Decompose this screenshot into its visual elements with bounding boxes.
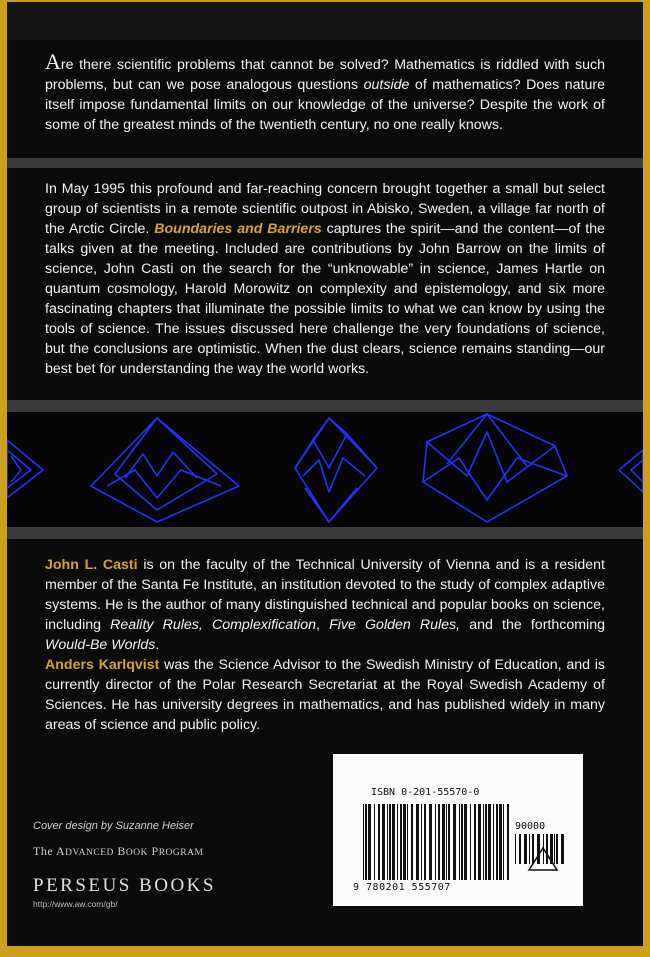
author-name-casti: John L. Casti [45, 557, 138, 573]
barcode-bar [411, 804, 413, 880]
intro-italic: outside [363, 77, 410, 93]
price-code: 90000 [515, 821, 546, 832]
bio-karlqvist [45, 655, 605, 735]
barcode-bar [503, 804, 504, 880]
barcode-bar [507, 804, 509, 880]
bio-casti-text: is on the faculty of the Technical University of Vienna and is a resident member of the Santa Fe Institute, an institution devoted to the study of complex adaptive systems. He is the author of many distinguished technical and popular books on science, including [45, 557, 605, 633]
barcode-bar [365, 804, 367, 880]
barcode-bar [488, 804, 491, 880]
barcode-bar [478, 804, 481, 880]
barcode-bar [392, 804, 395, 880]
wireframe-shape-0 [7, 440, 43, 498]
isbn-text: ISBN 0-201-55570-0 [371, 787, 480, 798]
intro-text-1: re there scientific problems that cannot be solved? Mathematics is riddled with such problems, but can we pose analogous questions [45, 57, 605, 93]
barcode-bar [421, 804, 422, 880]
author-name-karlqvist: Anders Karlqvist [45, 657, 160, 673]
barcode-bar [556, 834, 558, 864]
publisher-url: http://www.aw.com/gb/ [33, 899, 118, 909]
ean-digits: 9 780201 555707 [353, 882, 451, 893]
barcode-bar [438, 804, 440, 880]
summary-text-1: In May 1995 this profound and far-reaching concern brought together a small but select group of scientists in a remote scientific outpost in Abisko, Sweden, a village far north of the Arctic Circle. [45, 181, 605, 237]
barcode-bar [453, 804, 456, 880]
intro-text-2: of mathematics? Does nature itself impose fundamental limits on our knowledge of the universe? Despite the work of some of the greatest minds of the twentieth century, no one really knows. [45, 77, 605, 133]
book-reality-rules: Reality Rules, Complexification [110, 617, 317, 633]
barcode-bar [448, 804, 450, 880]
divider-1 [7, 158, 643, 168]
barcode-bar [546, 834, 548, 864]
summary-paragraph [45, 179, 605, 379]
barcode-bar [485, 804, 487, 880]
barcode-bar [459, 804, 460, 880]
barcode-bar [403, 804, 406, 880]
intro-paragraph [45, 49, 605, 135]
barcode-bar [474, 804, 476, 880]
barcode-bar [496, 804, 498, 880]
barcode-bar [499, 804, 502, 880]
barcode-bar [529, 834, 530, 864]
barcode-bar [378, 804, 380, 880]
barcode-bar [493, 804, 494, 880]
bio-casti: John L. Casti is on the faculty of the Technical University of Vienna and is a resident member of the Santa Fe Institute, an institution devoted to the study of complex adaptive systems. He is the author of many distinguished technical and popular books on science, including Reality Rules, Complexification, Five Golden Rules, and the forthcoming Would-Be Worlds. [45, 557, 605, 653]
barcode-bar [429, 804, 432, 880]
barcode-bar [464, 804, 467, 880]
barcode-bar [424, 804, 426, 880]
barcode-bar [470, 804, 471, 880]
bottom-gold-strip [0, 946, 650, 957]
barcode-bar [382, 804, 385, 880]
bio-karlqvist-text: was the Science Advisor to the Swedish Ministry of Education, and is currently director of the Polar Research Secretariat at the Royal Swedish Academy of Sciences. He has university degrees in mathematics, and has published widely in many areas of science and public policy. [45, 657, 605, 733]
divider-3 [7, 527, 643, 539]
barcode-bar [387, 804, 388, 880]
barcode-bar [368, 804, 371, 880]
intro-dropcap: A [45, 49, 61, 74]
barcode-bar [397, 804, 398, 880]
wireframe-shape-1 [91, 418, 239, 522]
barcode-bar [483, 804, 484, 880]
barcode-bar [537, 834, 540, 864]
barcode-bar [435, 804, 436, 880]
barcode-bar [515, 834, 516, 864]
book-five-golden-rules: Five Golden Rules, [329, 617, 461, 633]
cover-design-credit: Cover design by Suzanne Heiser [33, 820, 194, 832]
back-cover [7, 2, 643, 946]
barcode-bar [519, 834, 521, 864]
barcode-bar [561, 834, 564, 864]
barcode-bar [442, 804, 445, 880]
publisher-name: PERSEUS BOOKS [33, 875, 216, 896]
barcode-label [333, 754, 583, 906]
barcode-bar [461, 804, 463, 880]
barcode-bar [532, 834, 534, 864]
wireframe-shape-2 [295, 418, 377, 522]
barcode-bar [407, 804, 408, 880]
top-band [7, 2, 643, 40]
summary-text-2: captures the spirit—and the content—of the talks given at the meeting. Included are contributions by John Barrow on the limits of science, John Casti on the search for the “unknowable” in science, James Hartle on quantum cosmology, Harold Morowitz on complexity and epistemology, and six more fascinating chapters that illuminate the possible limits to what we can know by using the tools of science. The issues discussed here challenge the very foundations of science, but the conclusions are optimistic. When the dust clears, science remains standing—our best bet for understanding the way the world works. [45, 221, 605, 377]
wireframe-shapes-illustration [7, 412, 643, 527]
barcode-bar [446, 804, 447, 880]
credits [33, 820, 216, 909]
book-program: The ADVANCED BOOK PROGRAM [33, 844, 204, 858]
barcode-bar [363, 804, 364, 880]
author-bios [45, 555, 605, 735]
book-would-be-worlds: Would-Be Worlds [45, 637, 156, 653]
divider-2 [7, 400, 643, 412]
barcode-bar [389, 804, 391, 880]
barcode-bar [554, 834, 555, 864]
book-title: Boundaries and Barriers [154, 221, 322, 237]
barcode-bar [374, 804, 375, 880]
barcode-bar [416, 804, 419, 880]
barcode-bar [400, 804, 402, 880]
geometric-art-band [7, 412, 643, 527]
barcode-bar [524, 834, 527, 864]
